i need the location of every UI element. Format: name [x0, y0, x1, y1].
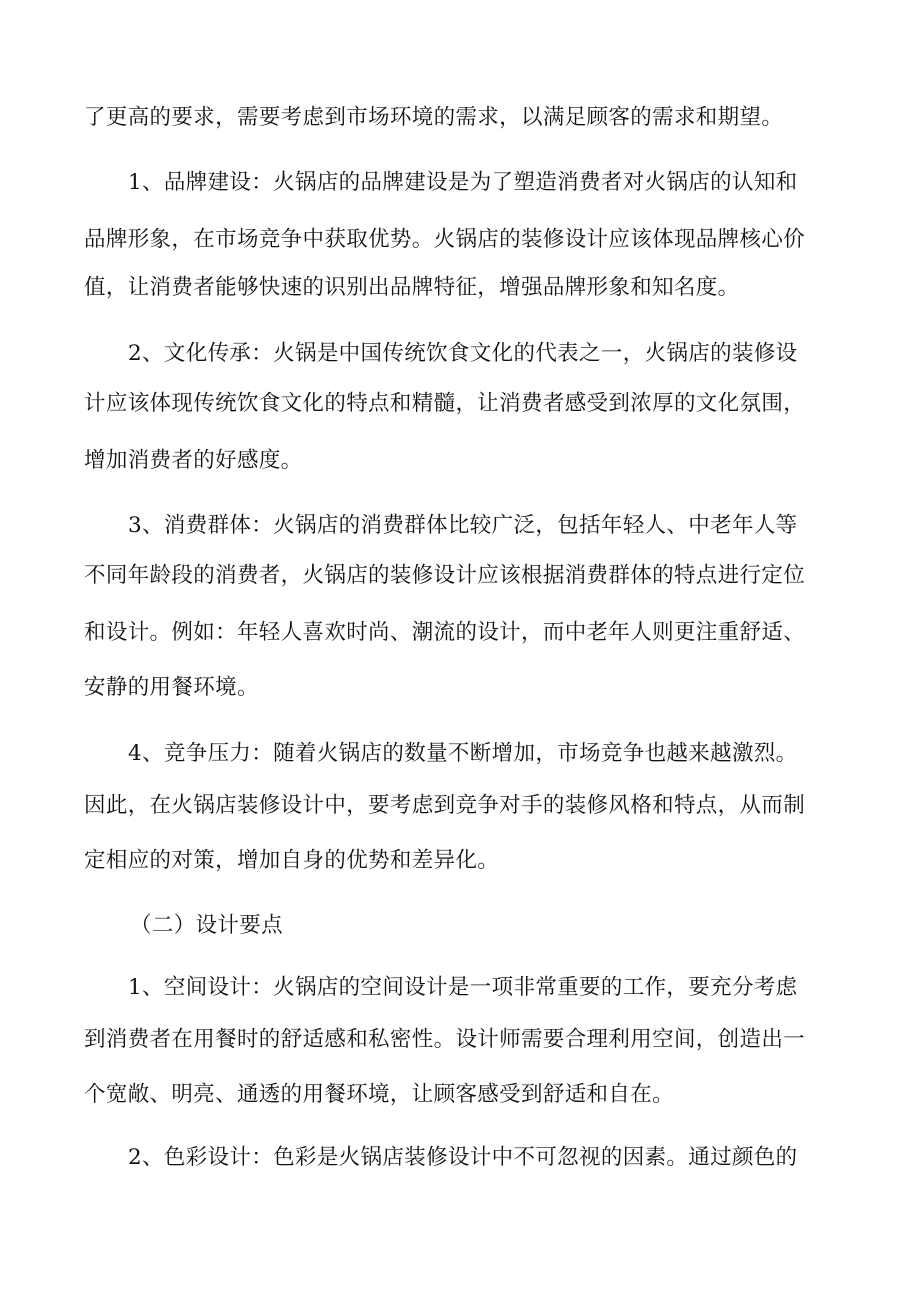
text-line: 安静的用餐环境。: [84, 675, 259, 700]
text-line: 2、色彩设计：色彩是火锅店装修设计中不可忽视的因素。通过颜色的: [128, 1145, 798, 1170]
text-line: 增加消费者的好感度。: [84, 448, 303, 473]
text-line: 定相应的对策，增加自身的优势和差异化。: [84, 848, 500, 873]
text-line: 1、品牌建设：火锅店的品牌建设是为了塑造消费者对火锅店的认知和: [128, 170, 798, 195]
text-line: 4、竞争压力：随着火锅店的数量不断增加，市场竞争也越来越激烈。: [128, 741, 798, 766]
text-line: 个宽敞、明亮、通透的用餐环境，让顾客感受到舒适和自在。: [84, 1082, 674, 1107]
text-line: 品牌形象，在市场竞争中获取优势。火锅店的装修设计应该体现品牌核心价: [84, 227, 806, 252]
text-line: 不同年龄段的消费者，火锅店的装修设计应该根据消费群体的特点进行定位: [84, 563, 806, 588]
text-line: 到消费者在用餐时的舒适感和私密性。设计师需要合理利用空间，创造出一: [84, 1027, 806, 1052]
text-line: 1、空间设计：火锅店的空间设计是一项非常重要的工作，要充分考虑: [128, 975, 798, 1000]
text-line: 因此，在火锅店装修设计中，要考虑到竞争对手的装修风格和特点，从而制: [84, 793, 806, 818]
text-line: 3、消费群体：火锅店的消费群体比较广泛，包括年轻人、中老年人等: [128, 513, 798, 538]
text-line: 计应该体现传统饮食文化的特点和精髓，让消费者感受到浓厚的文化氛围，: [84, 391, 806, 416]
text-line: 了更高的要求，需要考虑到市场环境的需求，以满足顾客的需求和期望。: [84, 105, 784, 130]
text-line: 2、文化传承：火锅是中国传统饮食文化的代表之一，火锅店的装修设: [128, 341, 798, 366]
section-heading: （二）设计要点: [130, 913, 283, 938]
text-line: 和设计。例如：年轻人喜欢时尚、潮流的设计，而中老年人则更注重舒适、: [84, 620, 806, 645]
text-line: 值，让消费者能够快速的识别出品牌特征，增强品牌形象和知名度。: [84, 275, 740, 300]
